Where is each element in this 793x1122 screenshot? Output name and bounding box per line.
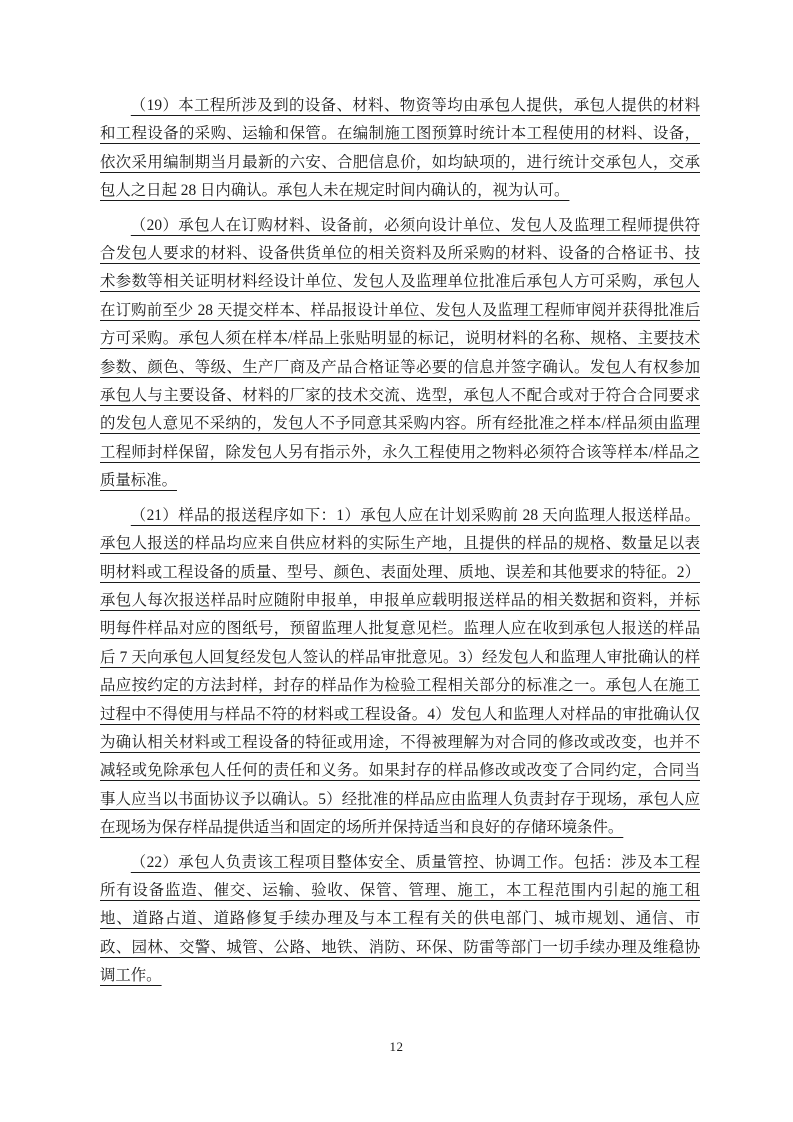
page-footer <box>0 1038 793 1056</box>
page-number: 12 <box>389 1039 404 1054</box>
contract-clause-21: （21）样品的报送程序如下：1）承包人应在计划采购前 28 天向监理人报送样品。承包人报送的样品均应来自供应材料的实际生产地，且提供的样品的规格、数量足以表明材料或工程设备的质量、型号、颜色、表面处理、质地、误差和其他要求的特征。2）承包人每次报送样品时应随附申报单，申报单应载明报送样品的相关数据和资料，并标明每件样品对应的图纸号，预留监理人批复意见栏。监理人应在收到承包人报送的样品后 7 天向承包人回复经发包人签认的样品审批意见。3）经发包人和监理人审批确认的样品应按约定的方法封样，封存的样品作为检验工程相关部分的标准之一。承包人在施工过程中不得使用与样品不符的材料或工程设备。4）发包人和监理人对样品的审批确认仅为确认相关材料或工程设备的特征或用途，不得被理解为对合同的修改或改变，也并不减轻或免除承包人任何的责任和义务。如果封存的样品修改或改变了合同约定，合同当事人应当以书面协议予以确认。5）经批准的样品应由监理人负责封存于现场，承包人应在现场为保存样品提供适当和固定的场所并保持适当和良好的存储环境条件。 <box>100 506 700 837</box>
document-body <box>100 92 700 997</box>
contract-clause-22: （22）承包人负责该工程项目整体安全、质量管控、协调工作。包括：涉及本工程所有设备监造、催交、运输、验收、保管、管理、施工，本工程范围内引起的施工租地、道路占道、道路修复手续办理及与本工程有关的供电部门、城市规划、通信、市政、园林、交警、城管、公路、地铁、消防、环保、防雷等部门一切手续办理及维稳协调工作。 <box>100 853 700 985</box>
contract-clause-19: （19）本工程所涉及到的设备、材料、物资等均由承包人提供，承包人提供的材料和工程设备的采购、运输和保管。在编制施工图预算时统计本工程使用的材料、设备，依次采用编制期当月最新的六安、合肥信息价，如均缺项的，进行统计交承包人，交承包人之日起 28 日内确认。承包人未在规定时间内确认的，视为认可。 <box>100 97 700 200</box>
contract-clause-20: （20）承包人在订购材料、设备前，必须向设计单位、发包人及监理工程师提供符合发包人要求的材料、设备供货单位的相关资料及所采购的材料、设备的合格证书、技术参数等相关证明材料经设计单位、发包人及监理单位批准后承包人方可采购，承包人在订购前至少 28 天提交样本、样品报设计单位、发包人及监理工程师审阅并获得批准后方可采购。承包人须在样本/样品上张贴明显的标记，说明材料的名称、规格、主要技术参数、颜色、等级、生产厂商及产品合格证等必要的信息并签字确认。发包人有权参加承包人与主要设备、材料的厂家的技术交流、选型，承包人不配合或对于符合合同要求的发包人意见不采纳的，发包人不予同意其采购内容。所有经批准之样本/样品须由监理工程师封样保留，除发包人另有指示外，永久工程使用之物料必须符合该等样本/样品之质量标准。 <box>100 216 700 490</box>
